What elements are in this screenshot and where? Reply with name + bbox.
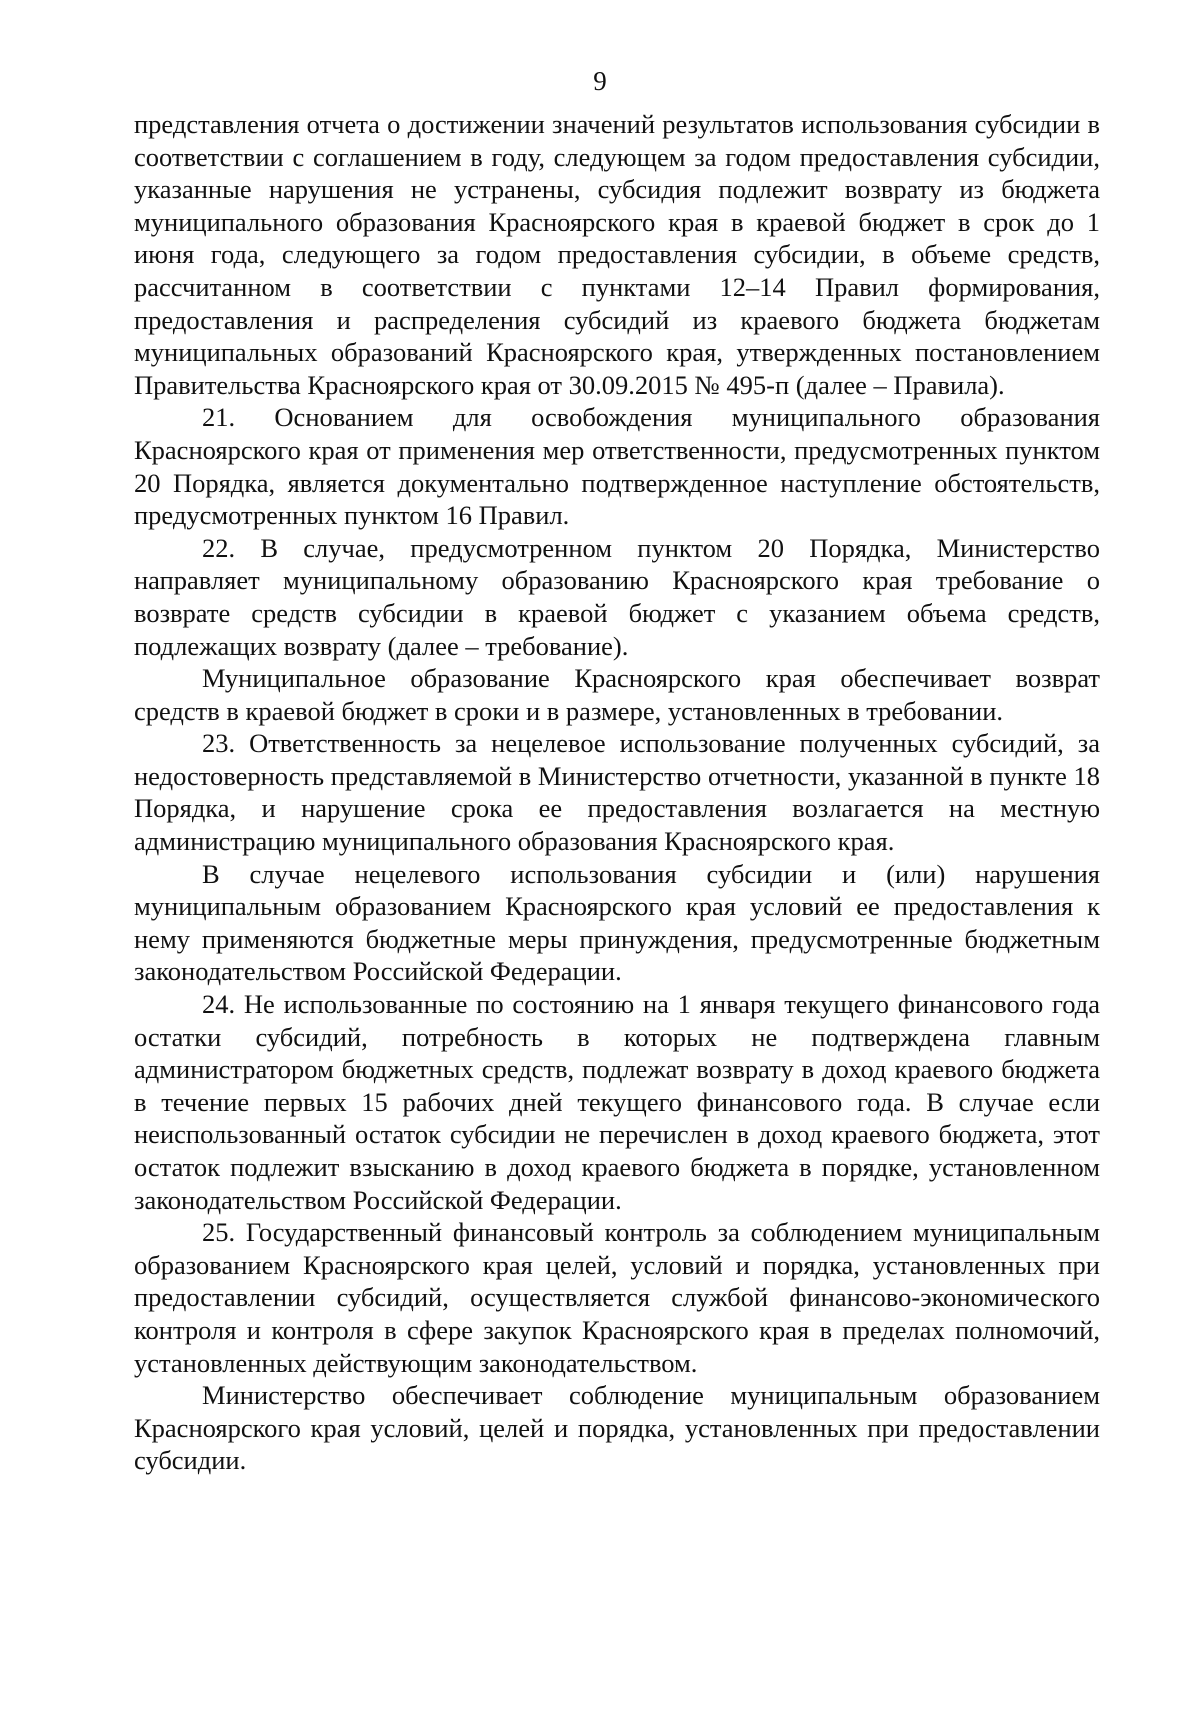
document-body [134,108,1100,1477]
paragraph-item-21: 21. Основанием для освобождения муниципального образования Красноярского края от применения мер ответственности, предусмотренных пунктом 20 Порядка, является документально подтвержденное наступление обстоятельств, предусмотренных пунктом 16 Правил. [134,402,1100,531]
paragraph-item-25-note: Министерство обеспечивает соблюдение муниципальным образованием Красноярского края условий, целей и порядка, установленных при предоставлении субсидии. [134,1380,1100,1476]
paragraph-item-22: 22. В случае, предусмотренном пунктом 20 Порядка, Министерство направляет муниципальному образованию Красноярского края требование о возврате средств субсидии в краевой бюджет с указанием объема средств, подлежащих возврату (далее – требование). [134,532,1100,661]
paragraph-item-24: 24. Не использованные по состоянию на 1 января текущего финансового года остатки субсидий, потребность в которых не подтверждена главным администратором бюджетных средств, подлежат возврату в доход краевого бюджета в течение первых 15 рабочих дней текущего финансового года. В случае если неиспользованный остаток субсидии не перечислен в доход краевого бюджета, этот остаток подлежит взысканию в доход краевого бюджета в порядке, установленном законодательством Российской Федерации. [134,989,1100,1215]
paragraph-continuation: представления отчета о достижении значений результатов использования субсидии в соответствии с соглашением в году, следующем за годом предоставления субсидии, указанные нарушения не устранены, субсидия подлежит возврату из бюджета муниципального образования Красноярского края в краевой бюджет в срок до 1 июня года, следующего за годом предоставления субсидии, в объеме средств, рассчитанном в соответствии с пунктами 12–14 Правил формирования, предоставления и распределения субсидий из краевого бюджета бюджетам муниципальных образований Красноярского края, утвержденных постановлением Правительства Красноярского края от 30.09.2015 № 495-п (далее – Правила). [134,109,1100,400]
page-number: 9 [593,66,607,96]
paragraph-item-23: 23. Ответственность за нецелевое использование полученных субсидий, за недостоверность представляемой в Министерство отчетности, указанной в пункте 18 Порядка, и нарушение срока ее предоставления возлагается на местную администрацию муниципального образования Красноярского края. [134,728,1100,857]
paragraph-item-23-note: В случае нецелевого использования субсидии и (или) нарушения муниципальным образованием Красноярского края условий ее предоставления к нему применяются бюджетные меры принуждения, предусмотренные бюджетным законодательством Российской Федерации. [134,858,1100,987]
paragraph-item-22-note: Муниципальное образование Красноярского края обеспечивает возврат средств в краевой бюджет в сроки и в размере, установленных в требовании. [134,663,1100,726]
paragraph-item-25: 25. Государственный финансовый контроль за соблюдением муниципальным образованием Красноярского края целей, условий и порядка, установленных при предоставлении субсидий, осуществляется службой финансово-экономического контроля и контроля в сфере закупок Красноярского края в пределах полномочий, установленных действующим законодательством. [134,1217,1100,1378]
